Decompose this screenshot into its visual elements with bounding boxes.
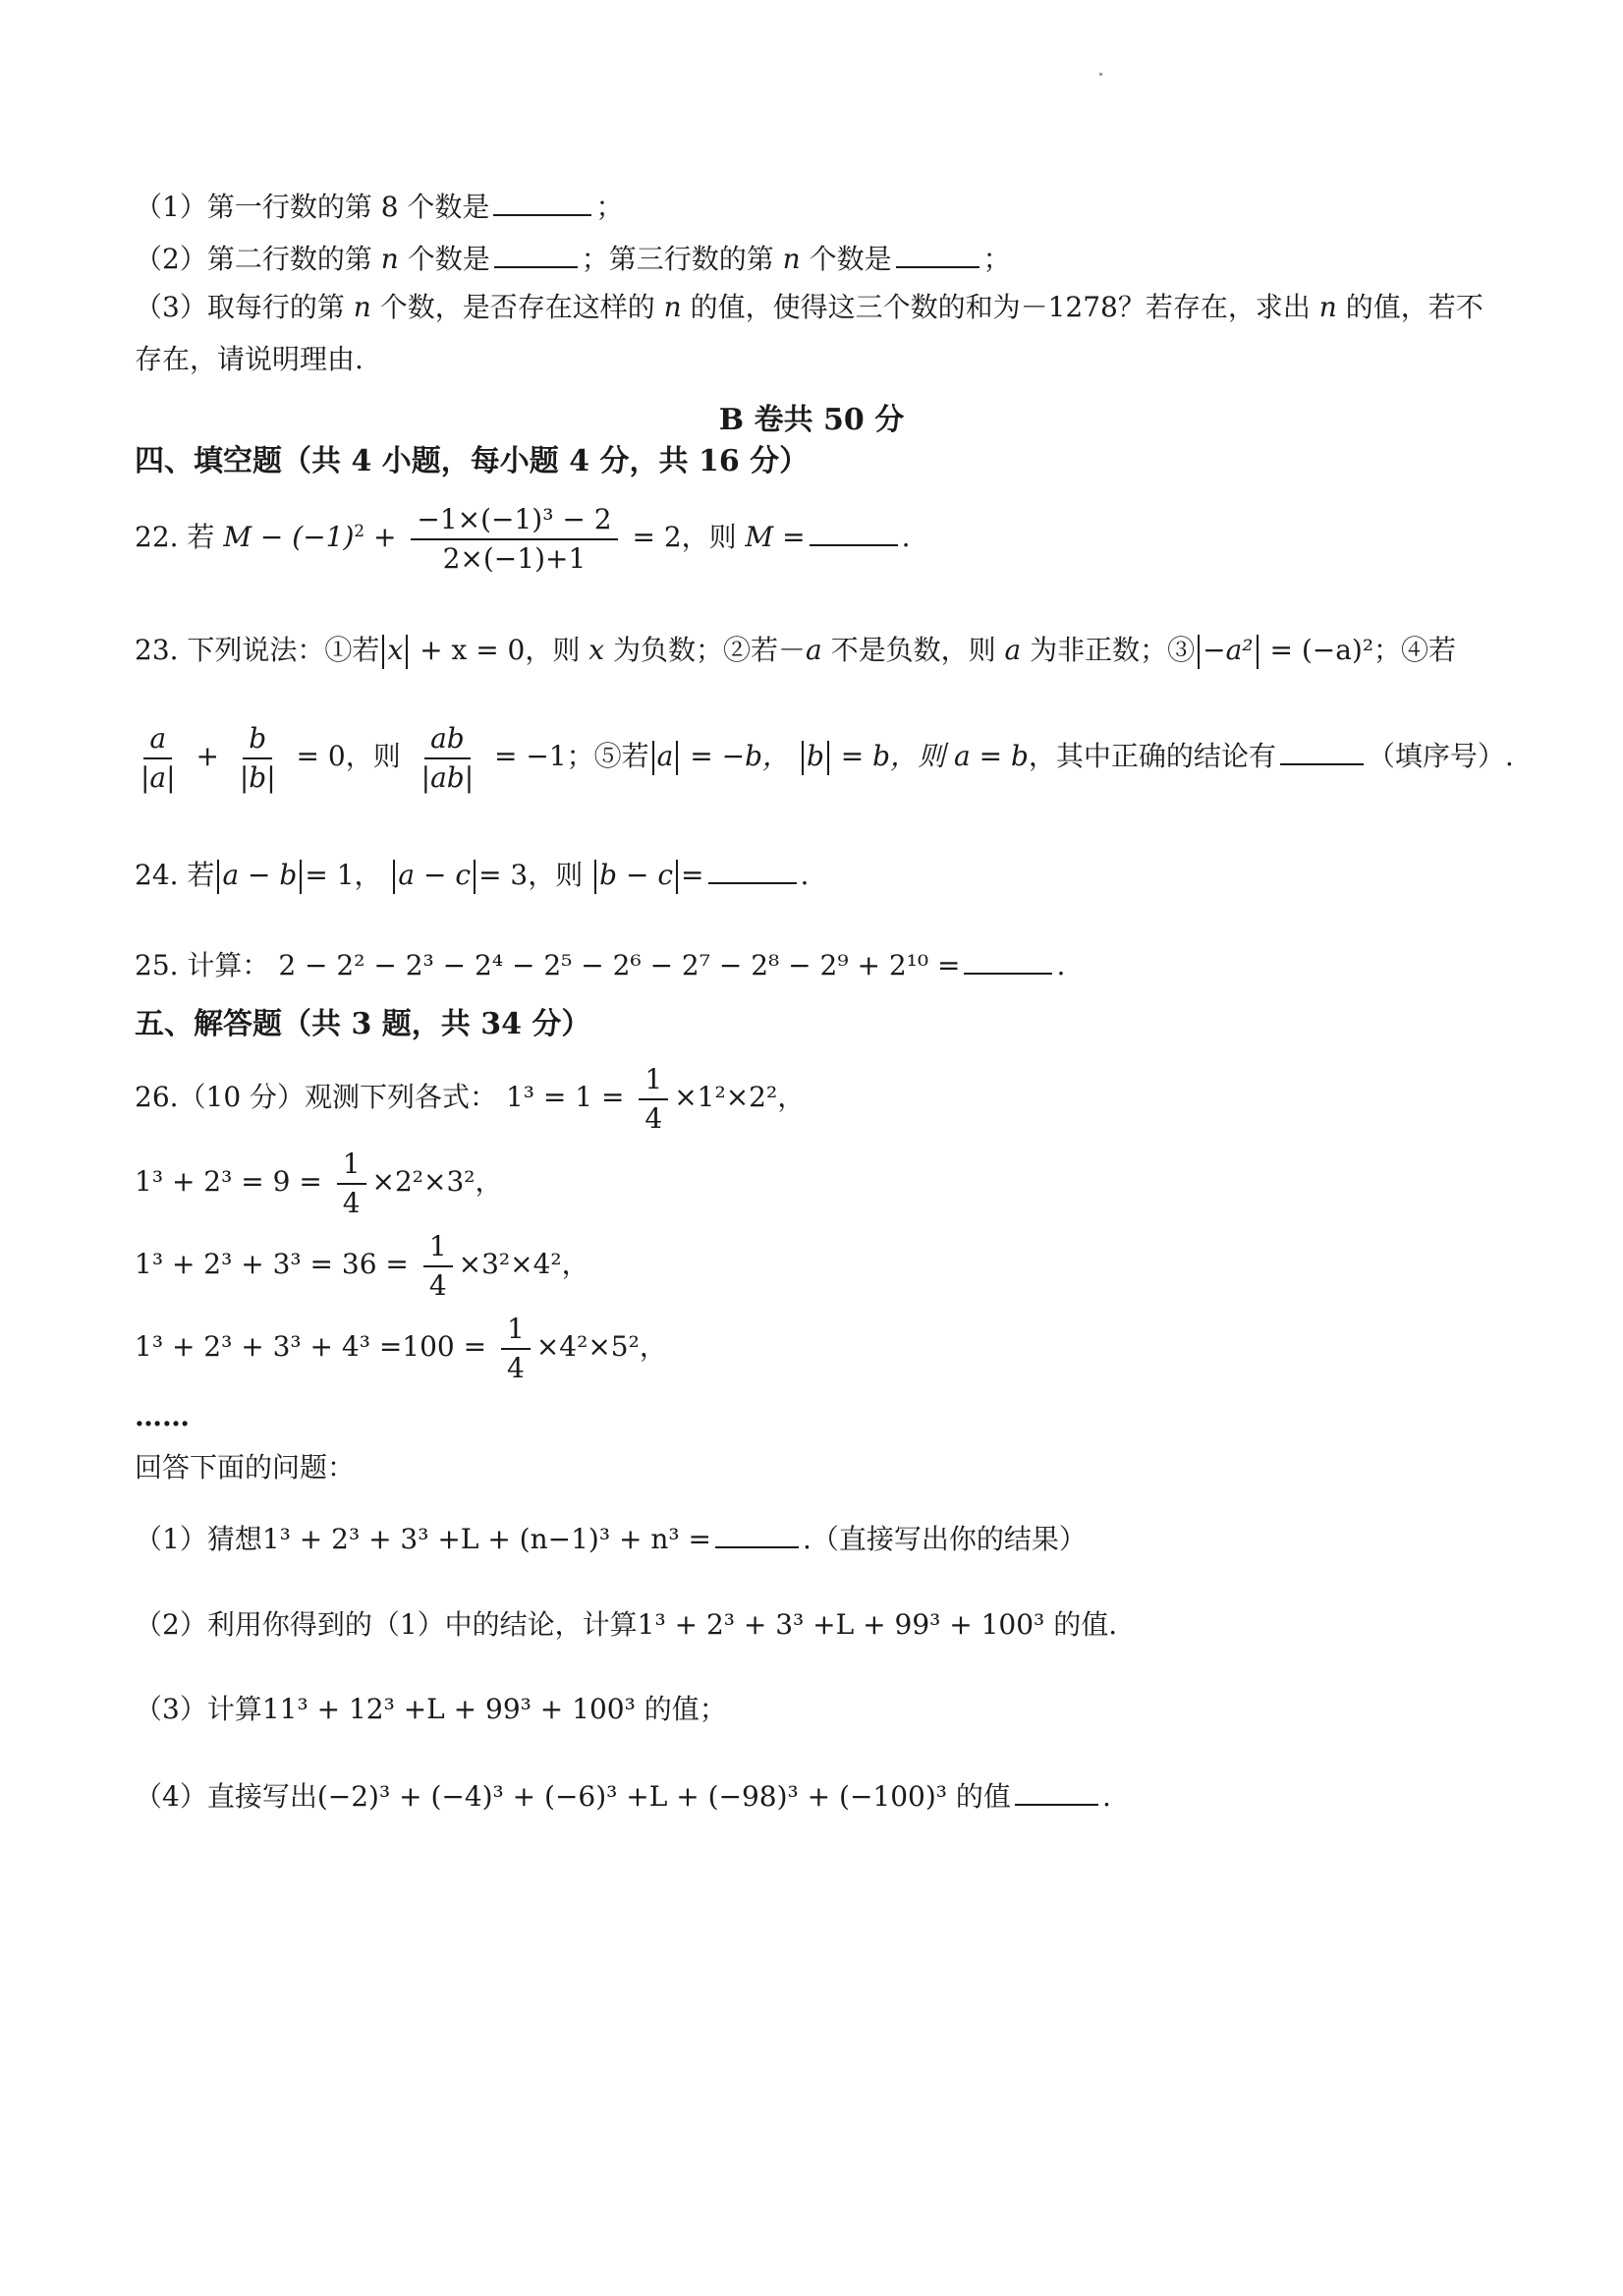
answer-blank — [964, 945, 1052, 975]
q26-part1 — [135, 1519, 1087, 1556]
var-M: M — [745, 521, 774, 554]
q21-part3-text-a: （3）取每行的第 — [135, 291, 345, 323]
var-b: b — [806, 740, 824, 773]
q23-eqb: = −b， — [690, 740, 791, 773]
var-a: a — [656, 740, 674, 773]
q23-line1 — [135, 634, 1456, 669]
q26-part4-tail: . — [1101, 1780, 1111, 1813]
q26-part3-end: 的值； — [644, 1693, 727, 1725]
q21-part3 — [135, 291, 1483, 324]
q24-prefix: 24. 若 — [135, 859, 215, 891]
q21-part2-text-a: （2）第二行数的第 — [135, 243, 372, 275]
q21-part3-text-d: 的值，若不 — [1345, 291, 1483, 323]
abs-bar — [652, 741, 654, 775]
q22-prefix: 22. 若 — [135, 521, 215, 554]
q26-answer-prompt: 回答下面的问题： — [135, 1451, 356, 1484]
q23-f3-numerator: ab — [424, 722, 471, 759]
fraction-numerator: 1 — [337, 1148, 366, 1185]
q26-part4-expression: (−2)³ + (−4)³ + (−6)³ +L + (−98)³ + (−100)³ — [316, 1780, 948, 1813]
abs-bar — [594, 860, 596, 894]
q21-part2-text-c: ；第三行数的第 — [581, 243, 774, 275]
q26-part2-end: 的值. — [1053, 1608, 1118, 1641]
q26-intro — [135, 1063, 805, 1135]
abs-bar — [382, 635, 384, 669]
plus-sign: + — [196, 740, 219, 773]
q22-denominator: 2×(−1)+1 — [442, 541, 587, 575]
q25 — [135, 945, 1065, 982]
answer-blank — [896, 239, 979, 268]
answer-blank — [1280, 736, 1364, 765]
var-n: n — [663, 291, 682, 323]
answer-blank — [493, 187, 591, 216]
plus-sign: + — [373, 521, 397, 554]
q21-part1-suffix: ； — [595, 191, 624, 223]
q26-part4 — [135, 1776, 1111, 1814]
q23-text-c: + x = 0，则 — [420, 634, 581, 666]
q25-prefix: 25. 计算： — [135, 949, 270, 981]
q26-part3 — [135, 1693, 727, 1726]
q26-eq4 — [135, 1313, 667, 1384]
q26-eq4-left: 1³ + 2³ + 3³ + 4³ =100 = — [135, 1330, 487, 1364]
q23-aeqb: a = b — [953, 740, 1029, 773]
ellipsis: …… — [135, 1400, 190, 1432]
fraction-denominator: 4 — [507, 1351, 525, 1384]
abs-bar — [300, 860, 302, 894]
q26-eq2 — [135, 1148, 503, 1219]
q23-f1-numerator: a — [143, 722, 172, 759]
q23-text-e: 为负数；②若－ — [612, 634, 806, 666]
q23-end: （填序号）. — [1367, 740, 1514, 773]
q21-part3-text-b: 个数，是否存在这样的 — [379, 291, 655, 323]
q23-tail: ，其中正确的结论有 — [1028, 740, 1276, 773]
q23-f2-numerator: b — [243, 722, 272, 759]
q25-expression: 2 − 2² − 2³ − 2⁴ − 2⁵ − 2⁶ − 2⁷ − 2⁸ − 2⁹ + 2¹⁰ = — [278, 949, 961, 981]
q21-part1-text: （1）第一行数的第 8 个数是 — [135, 191, 490, 223]
q21-part2-text-d: 个数是 — [809, 243, 892, 275]
var-x: x — [387, 634, 404, 666]
section-4-title: 四、填空题（共 4 小题，每小题 4 分，共 16 分） — [135, 444, 810, 478]
q22-exponent: 2 — [354, 520, 365, 540]
q22-lhs: M − (−1) — [223, 521, 355, 554]
q22-end: . — [901, 521, 911, 554]
section-b-title: B 卷共 50 分 — [718, 403, 905, 437]
q22-numerator: −1×(−1)³ − 2 — [411, 503, 617, 540]
q21-part2-text-e: ； — [982, 243, 1011, 275]
q26-part2-expression: 1³ + 2³ + 3³ +L + 99³ + 100³ — [637, 1608, 1045, 1641]
scan-dot — [1099, 73, 1102, 76]
equals-sign: = — [782, 521, 806, 554]
q26-part1-end: .（直接写出你的结果） — [802, 1523, 1087, 1555]
var-x: x — [588, 634, 605, 666]
q26-part4-label: （4）直接写出 — [135, 1780, 317, 1813]
q24-ab: a − b — [222, 859, 298, 891]
var-n: n — [782, 243, 801, 275]
q26-fraction — [501, 1313, 531, 1384]
q23-text-k: = (−a)²；④若 — [1269, 634, 1457, 666]
q26-fraction — [337, 1148, 366, 1219]
q23-text-i: 为非正数；③ — [1030, 634, 1196, 666]
q22-equals: = 2，则 — [632, 521, 737, 554]
q23-text-g: 不是负数，则 — [830, 634, 996, 666]
q26-eq3-right: ×3²×4²， — [458, 1248, 589, 1281]
answer-blank — [708, 855, 797, 884]
q23-fraction-ab — [416, 722, 479, 794]
q22-fraction — [411, 503, 617, 575]
abs-bar — [676, 741, 678, 775]
q26-eq1-right: ×1²×2²， — [674, 1081, 806, 1114]
answer-blank — [1015, 1776, 1098, 1806]
q26-part3-expression: 11³ + 12³ +L + 99³ + 100³ — [261, 1693, 636, 1725]
q26-fraction — [639, 1063, 668, 1135]
fraction-denominator: 4 — [644, 1101, 663, 1135]
abs-bar — [1198, 635, 1200, 669]
q24-ac: a − c — [398, 859, 472, 891]
q24-eq1: = 1， — [305, 859, 382, 891]
var-a: a — [1004, 634, 1022, 666]
q23-text-a: 23. 下列说法：①若 — [135, 634, 380, 666]
q23-f2-denominator: |b| — [239, 760, 276, 794]
q26-part4-end: 的值 — [955, 1780, 1011, 1813]
q26-part1-expression: 1³ + 2³ + 3³ +L + (n−1)³ + n³ = — [261, 1523, 711, 1555]
q24-eq3: = 3，则 — [478, 859, 584, 891]
abs-bar — [217, 860, 219, 894]
q24-end: . — [800, 859, 810, 891]
q26-eq2-right: ×2²×3²， — [371, 1165, 503, 1199]
q26-fraction — [423, 1230, 453, 1302]
q26-eq4-right: ×4²×5²， — [535, 1330, 667, 1364]
q26-intro-text: 26.（10 分）观测下列各式： — [135, 1081, 498, 1114]
abs-bar — [827, 741, 829, 775]
abs-bar — [406, 635, 408, 669]
q23-eq0: = 0，则 — [296, 740, 401, 773]
q21-part3-text-c: 的值，使得这三个数的和为－1278？若存在，求出 — [690, 291, 1311, 323]
q22 — [135, 503, 911, 575]
q23-fraction-b — [234, 722, 282, 794]
abs-bar — [1257, 635, 1259, 669]
q26-part1-label: （1）猜想 — [135, 1523, 262, 1555]
answer-blank — [810, 517, 898, 546]
abs-bar — [676, 860, 678, 894]
q23-eqb2: = b，则 — [840, 740, 946, 773]
q26-part3-label: （3）计算 — [135, 1693, 262, 1725]
fraction-numerator: 1 — [501, 1313, 531, 1350]
q26-eq2-left: 1³ + 2³ = 9 = — [135, 1165, 322, 1199]
var-n: n — [380, 243, 399, 275]
abs-bar — [802, 741, 804, 775]
var-n: n — [1318, 291, 1337, 323]
equals-sign: = — [681, 859, 704, 891]
q23-expr-j: −a² — [1203, 634, 1254, 666]
q21-part2 — [135, 239, 1011, 276]
fraction-denominator: 4 — [342, 1186, 361, 1219]
q21-part2-text-b: 个数是 — [407, 243, 490, 275]
q23-fraction-a — [135, 722, 182, 794]
q23-line2 — [135, 722, 1514, 794]
q23-eqm1: = −1；⑤若 — [494, 740, 649, 773]
abs-bar — [393, 860, 395, 894]
q26-eq3 — [135, 1230, 589, 1302]
section-5-title: 五、解答题（共 3 题，共 34 分） — [135, 1007, 591, 1041]
fraction-numerator: 1 — [639, 1063, 668, 1100]
q26-eq1-left: 1³ = 1 = — [505, 1081, 625, 1114]
q23-f3-denominator: |ab| — [420, 760, 475, 794]
q23-f1-denominator: |a| — [140, 760, 176, 794]
q26-eq3-left: 1³ + 2³ + 3³ = 36 = — [135, 1248, 409, 1281]
q25-end: . — [1056, 949, 1066, 981]
q26-part2 — [135, 1608, 1117, 1642]
q21-part3-line2: 存在，请说明理由. — [135, 343, 364, 375]
fraction-denominator: 4 — [428, 1268, 447, 1302]
answer-blank — [715, 1519, 799, 1548]
fraction-numerator: 1 — [423, 1230, 453, 1267]
abs-bar — [474, 860, 476, 894]
answer-blank — [494, 239, 578, 268]
var-n: n — [353, 291, 371, 323]
q24 — [135, 855, 809, 894]
q24-bc: b − c — [599, 859, 674, 891]
q21-part1 — [135, 187, 623, 224]
q26-part2-label: （2）利用你得到的（1）中的结论，计算 — [135, 1608, 638, 1641]
var-a: a — [806, 634, 822, 666]
